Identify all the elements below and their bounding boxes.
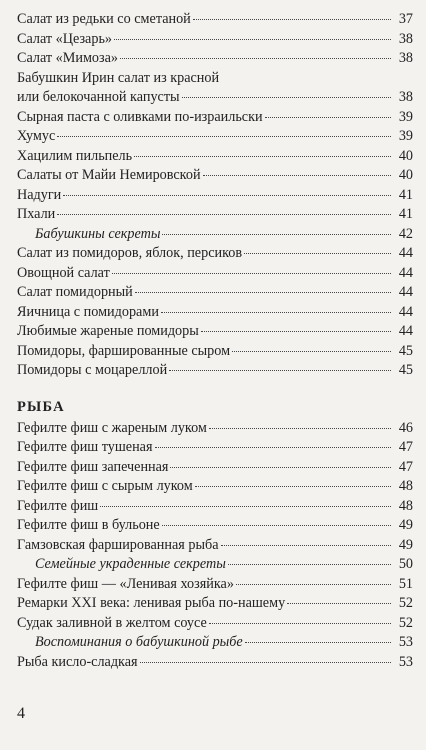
toc-entry [17,283,413,303]
toc-entry-page-number: 42 [398,225,413,242]
dot-leader [120,58,391,59]
toc-entry [17,303,413,323]
toc-entry-page-number: 44 [398,284,413,300]
toc-entry-page-number: 39 [398,108,413,125]
toc-entry-page-number: 45 [398,342,413,359]
toc-entry-page-number: 47 [398,458,413,475]
toc-entry-title: Ремарки XXI века: ленивая рыба по-нашему [17,595,286,611]
toc-entry-title: Воспоминания о бабушкиной рыбе [35,634,243,650]
toc-entry-page-number: 52 [398,595,413,611]
toc-entry [17,516,413,536]
dot-leader [170,467,391,468]
toc-entry-page-number: 40 [398,167,413,183]
toc-entry [17,438,413,458]
dot-leader [112,273,391,274]
toc-entry-page-number: 51 [398,575,413,592]
toc-entry [17,594,413,614]
toc-entry-page-number: 49 [398,517,413,533]
toc-entry-title-line1: Бабушкин Ирин салат из красной [17,69,220,86]
toc-entry-title: Судак заливной в желтом соусе [17,614,207,631]
toc-entry-title: Гефилте фиш [17,497,99,514]
toc-entry-page-number: 46 [398,419,413,436]
toc-entry-title: Гефилте фиш запеченная [17,458,169,475]
dot-leader [114,39,391,40]
dot-leader [57,214,391,215]
dot-leader [100,506,391,507]
toc-entry [17,30,413,50]
toc-entry-title: Яичница с помидорами [17,303,159,320]
toc-entry-page-number: 38 [398,30,413,47]
dot-leader [209,428,391,429]
toc-entry-title: Овощной салат [17,264,110,281]
toc-entry-page-number: 39 [398,128,413,144]
toc-entry-title: Помидоры с моцареллой [17,362,168,378]
toc-entry-title: Любимые жареные помидоры [17,323,199,339]
toc-entry-page-number: 52 [398,614,413,631]
toc-entry [17,614,413,634]
toc-entry-title: Гефилте фиш с сырым луком [17,478,193,494]
dot-leader [182,97,391,98]
toc-entry-page-number: 44 [398,303,413,320]
toc-entry-title: Гефилте фиш тушеная [17,439,153,455]
dot-leader [265,117,391,118]
toc-entry-page-number: 49 [398,536,413,553]
dot-leader [140,662,391,663]
toc-entry [17,419,413,439]
dot-leader [63,195,391,196]
toc-entry-page-number: 44 [398,245,413,261]
dot-leader [209,623,391,624]
dot-leader [221,545,392,546]
toc-entry-line2 [17,88,413,108]
toc-entry-title: Гамзовская фаршированная рыба [17,536,219,553]
toc-entry-title: Хацилим пильпель [17,147,133,164]
toc-section-salads [17,10,413,381]
toc-entry-italic [17,225,413,245]
toc-entry-title: Салат из редьки со сметаной [17,11,191,27]
toc-entry-title: Салаты от Майи Немировской [17,167,201,183]
dot-leader [155,447,391,448]
toc-entry [17,458,413,478]
dot-leader [245,642,391,643]
section-heading-fish: РЫБА [17,398,65,415]
dot-leader [161,312,391,313]
toc-entry-page-number: 53 [398,653,413,670]
toc-entry [17,536,413,556]
toc-entry [17,361,413,381]
toc-entry-title: Сырная паста с оливками по-израильски [17,108,263,125]
dot-leader [232,351,391,352]
dot-leader [228,564,391,565]
toc-entry [17,497,413,517]
toc-entry [17,49,413,69]
toc-entry-title: Гефилте фиш — «Ленивая хозяйка» [17,575,234,592]
toc-entry-page-number: 38 [398,89,413,105]
toc-entry-italic [17,633,413,653]
dot-leader [201,331,391,332]
toc-entry-title: или белокочанной капусты [17,89,180,105]
toc-entry-page-number: 38 [398,50,413,66]
toc-entry [17,166,413,186]
dot-leader [162,234,391,235]
toc-entry-italic [17,555,413,575]
toc-entry-page-number: 40 [398,147,413,164]
toc-entry-title: Салат из помидоров, яблок, персиков [17,245,243,261]
toc-entry-page-number: 41 [398,206,413,222]
toc-entry-page-number: 44 [398,323,413,339]
toc-entry-page-number: 48 [398,497,413,514]
toc-section-fish [17,419,413,673]
dot-leader [57,136,391,137]
table-of-contents [17,10,413,672]
toc-entry-title: Салат помидорный [17,284,133,300]
dot-leader [287,603,391,604]
toc-entry-page-number: 50 [398,556,413,572]
toc-entry [17,477,413,497]
toc-entry [17,575,413,595]
toc-entry-title: Рыба кисло-сладкая [17,653,138,670]
toc-entry-page-number: 41 [398,186,413,203]
toc-entry-title: Салат «Мимоза» [17,50,119,66]
toc-entry-title: Надуги [17,186,62,203]
toc-entry [17,205,413,225]
dot-leader [134,156,391,157]
toc-entry-title: Гефилте фиш в бульоне [17,517,160,533]
dot-leader [169,370,391,371]
toc-entry [17,653,413,673]
toc-entry [17,342,413,362]
toc-entry-page-number: 53 [398,634,413,650]
toc-entry-title: Салат «Цезарь» [17,30,113,47]
toc-entry-title: Пхали [17,206,56,222]
toc-entry-title: Помидоры, фаршированные сыром [17,342,231,359]
toc-entry [17,10,413,30]
dot-leader [193,19,391,20]
toc-entry [17,244,413,264]
toc-entry [17,69,413,108]
toc-entry-page-number: 44 [398,264,413,281]
dot-leader [244,253,391,254]
dot-leader [203,175,391,176]
toc-entry [17,186,413,206]
toc-entry [17,264,413,284]
toc-entry-page-number: 45 [398,362,413,378]
toc-entry-page-number: 47 [398,439,413,455]
toc-entry [17,147,413,167]
toc-entry-title: Хумус [17,128,56,144]
dot-leader [195,486,391,487]
toc-entry-title: Семейные украденные секреты [35,556,226,572]
toc-entry-title: Бабушкины секреты [35,225,161,242]
toc-entry [17,127,413,147]
dot-leader [135,292,391,293]
toc-entry [17,108,413,128]
page-number-folio: 4 [17,705,25,722]
dot-leader [162,525,391,526]
toc-entry-page-number: 37 [398,11,413,27]
toc-entry [17,322,413,342]
toc-entry-title: Гефилте фиш с жареным луком [17,419,207,436]
toc-entry-page-number: 48 [398,478,413,494]
dot-leader [236,584,391,585]
